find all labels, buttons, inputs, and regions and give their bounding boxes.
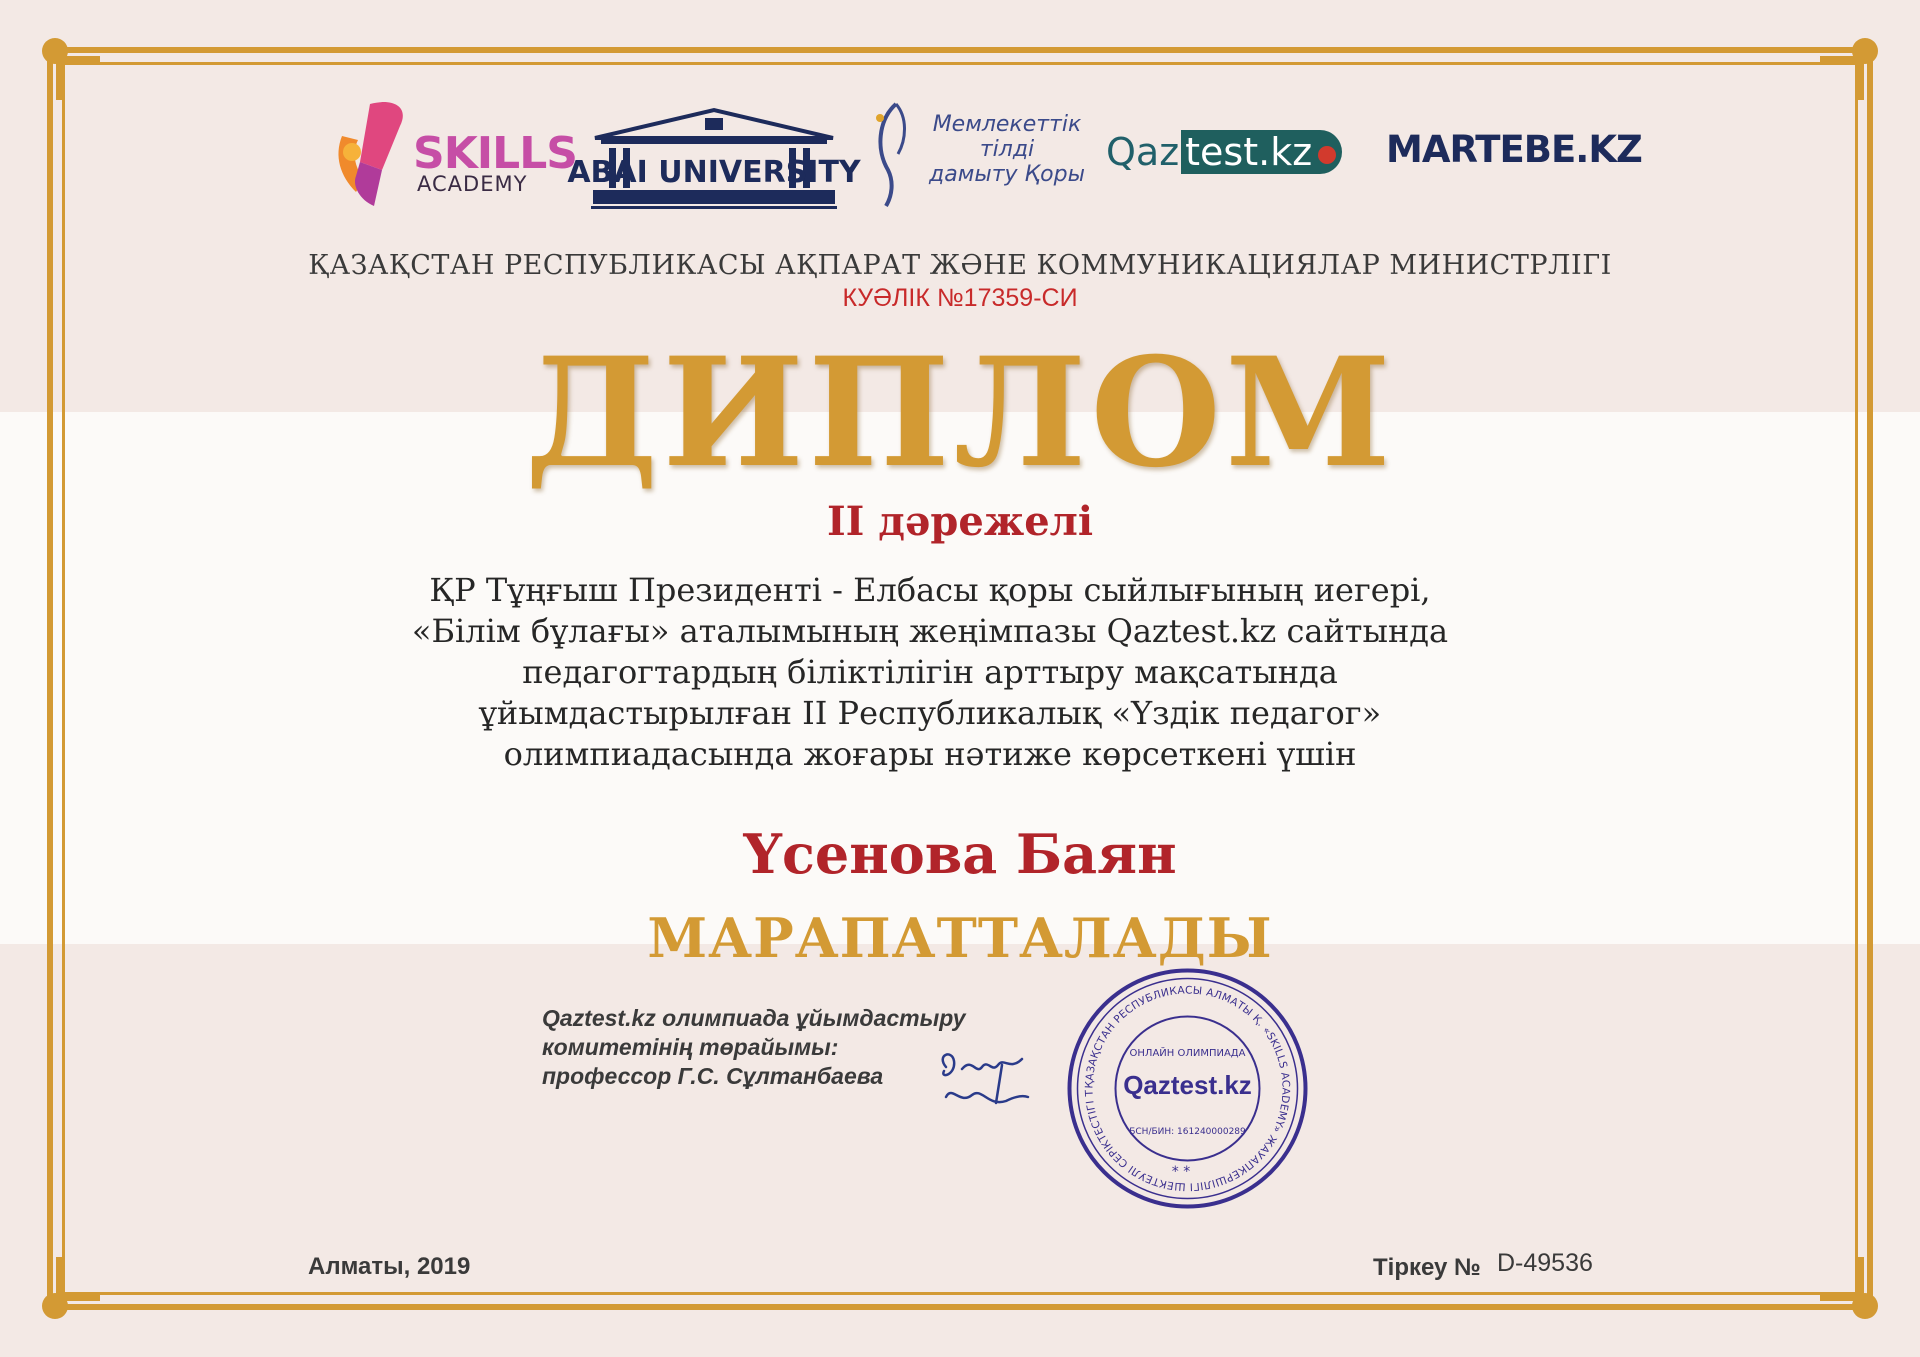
skills-logo-name: SKILLS [413,128,577,179]
recipient-name: Үсенова Баян [743,822,1177,886]
chair-line: профессор Г.С. Сұлтанбаева [542,1063,884,1089]
fund-name-line: дамыту Қоры [929,162,1085,187]
corner-dot-bl [42,1293,68,1319]
svg-text:ABAI UNIVERSITY: ABAI UNIVERSITY [567,155,861,190]
svg-text:БСН/БИН: 161240000289: БСН/БИН: 161240000289 [1129,1127,1246,1137]
registration-label: Тіркеу № [1373,1254,1481,1281]
corner-bracket-tr [1820,56,1864,100]
corner-bracket-tl [56,56,100,100]
diploma-title: ДИПЛОМ [524,325,1396,501]
award-reason-line: ҚР Тұңғыш Президенті - Елбасы қоры сыйлығының иегері, [429,571,1431,609]
corner-bracket-bl [56,1257,100,1301]
fund-name-line: Мемлекеттік [932,112,1082,137]
diploma-degree: II дәрежелі [826,498,1094,545]
chair-line: Qaztest.kz олимпиада ұйымдастыру [542,1005,966,1031]
qaztest-logo [1106,128,1342,176]
award-reason-line: олимпиадасында жоғары нәтиже көрсеткені үшін [503,735,1357,773]
qaztest-logo-prefix: Qaz [1106,130,1180,174]
fund-name-line: тілді [979,137,1035,162]
state-language-fund-logo [868,100,916,214]
record-dot-icon [1318,146,1336,164]
skills-academy-logo [330,96,415,220]
state-language-fund-name [927,112,1087,187]
martebe-logo: MARTEBE.KZ [1386,128,1642,171]
svg-text:* *: * * [1171,1164,1191,1180]
city-year: Алматы, 2019 [308,1253,471,1280]
corner-dot-br [1852,1293,1878,1319]
corner-dot-tr [1852,38,1878,64]
svg-text:ҚАЗАҚСТАН РЕСПУБЛИКАСЫ АЛМАТЫ: ҚАЗАҚСТАН РЕСПУБЛИКАСЫ АЛМАТЫ Қ. «SKILLS ACADEMY» ЖАУАПКЕРШІЛІГІ ШЕКТЕУЛІ СЕРІКТЕСТІГІ Т [1083,984,1292,1193]
chair-signatory [542,1004,966,1091]
award-reason-line: «Білім бұлағы» аталымының жеңімпазы Qaztest.kz сайтында [411,612,1449,650]
abai-university-logo [567,106,861,214]
official-stamp [1065,966,1310,1215]
chair-line: комитетінің төрайымы: [542,1034,839,1060]
license-number: КУӘЛІК №17359-СИ [842,284,1078,312]
qaztest-logo-box-text: test.kz [1185,130,1313,174]
award-reason-line: педагогтардың біліктілігін арттыру мақсатында [522,653,1338,691]
qaztest-logo-box [1181,130,1342,174]
ministry-title: ҚАЗАҚСТАН РЕСПУБЛИКАСЫ АҚПАРАТ ЖӘНЕ КОММУНИКАЦИЯЛАР МИНИСТРЛІГІ [308,250,1612,281]
awarded-label: МАРАПАТТАЛАДЫ [647,906,1273,970]
corner-dot-tl [42,38,68,64]
signature [932,1045,1032,1129]
registration-number: D-49536 [1497,1249,1593,1277]
skills-logo-sub: ACADEMY [417,172,528,196]
svg-text:Qaztest.kz: Qaztest.kz [1123,1070,1252,1100]
svg-text:ОНЛАЙН ОЛИМПИАДА: ОНЛАЙН ОЛИМПИАДА [1129,1048,1246,1059]
award-reason [300,570,1560,775]
award-reason-line: ұйымдастырылған II Республикалық «Үздік педагог» [478,694,1382,732]
